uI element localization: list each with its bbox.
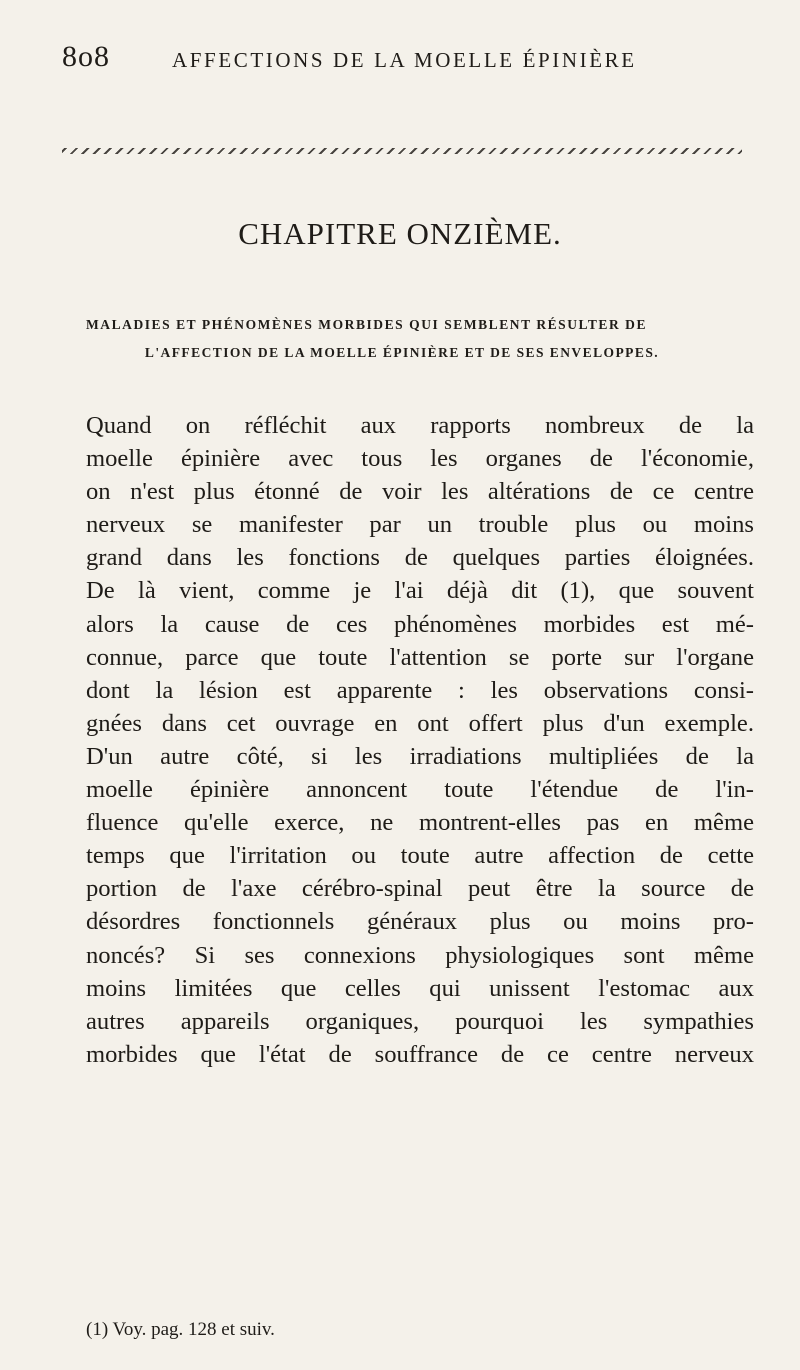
text-line: temps que l'irritation ou toute autre affection de cette <box>86 842 754 870</box>
body-paragraph <box>86 409 754 1071</box>
text-line: noncés? Si ses connexions physiologiques sont même <box>86 941 754 969</box>
text-line: fluence qu'elle exerce, ne montrent-elles pas en même <box>86 809 754 837</box>
running-head-title: AFFECTIONS DE LA MOELLE ÉPINIÈRE <box>172 48 637 72</box>
text-line: grand dans les fonctions de quelques parties éloignées. <box>86 544 754 572</box>
text-line: autres appareils organiques, pourquoi les sympathies <box>86 1007 754 1035</box>
text-line: portion de l'axe cérébro-spinal peut être la source de <box>86 875 754 903</box>
page-number: 8o8 <box>62 40 110 73</box>
text-line: moins limitées que celles qui unissent l'estomac aux <box>86 974 754 1002</box>
text-line: désordres fonctionnels généraux plus ou moins pro- <box>86 908 754 936</box>
text-line: moelle épinière annoncent toute l'étendue de l'in- <box>86 776 754 804</box>
text-line: nerveux se manifester par un trouble plus ou moins <box>86 511 754 539</box>
text-line: Quand on réfléchit aux rapports nombreux de la <box>86 412 754 439</box>
text-line: D'un autre côté, si les irradiations multipliées de la <box>86 742 754 770</box>
text-line: gnées dans cet ouvrage en ont offert plus d'un exemple. <box>86 709 754 737</box>
text-line: De là vient, comme je l'ai déjà dit (1), que souvent <box>86 577 754 605</box>
text-line: moelle épinière avec tous les organes de l'économie, <box>86 445 754 473</box>
footnote: (1) Voy. pag. 128 et suiv. <box>86 1319 275 1340</box>
text-line: dont la lésion est apparente : les observations consi- <box>86 676 754 704</box>
text-line: connue, parce que toute l'attention se porte sur l'organe <box>86 643 754 671</box>
chapter-subtitle-line-1: MALADIES ET PHÉNOMÈNES MORBIDES QUI SEMBLENT RÉSULTER DE <box>86 317 648 332</box>
text-line: on n'est plus étonné de voir les altérations de ce centre <box>86 478 754 506</box>
text-line: morbides que l'état de souffrance de ce centre nerveux <box>86 1040 754 1068</box>
chapter-subtitle-line-2: L'AFFECTION DE LA MOELLE ÉPINIÈRE ET DE SES ENVELOPPES. <box>144 345 660 360</box>
text-line: alors la cause de ces phénomènes morbides est mé- <box>86 610 754 638</box>
decorative-rule <box>62 146 742 156</box>
chapter-title: CHAPITRE ONZIÈME. <box>238 216 562 251</box>
